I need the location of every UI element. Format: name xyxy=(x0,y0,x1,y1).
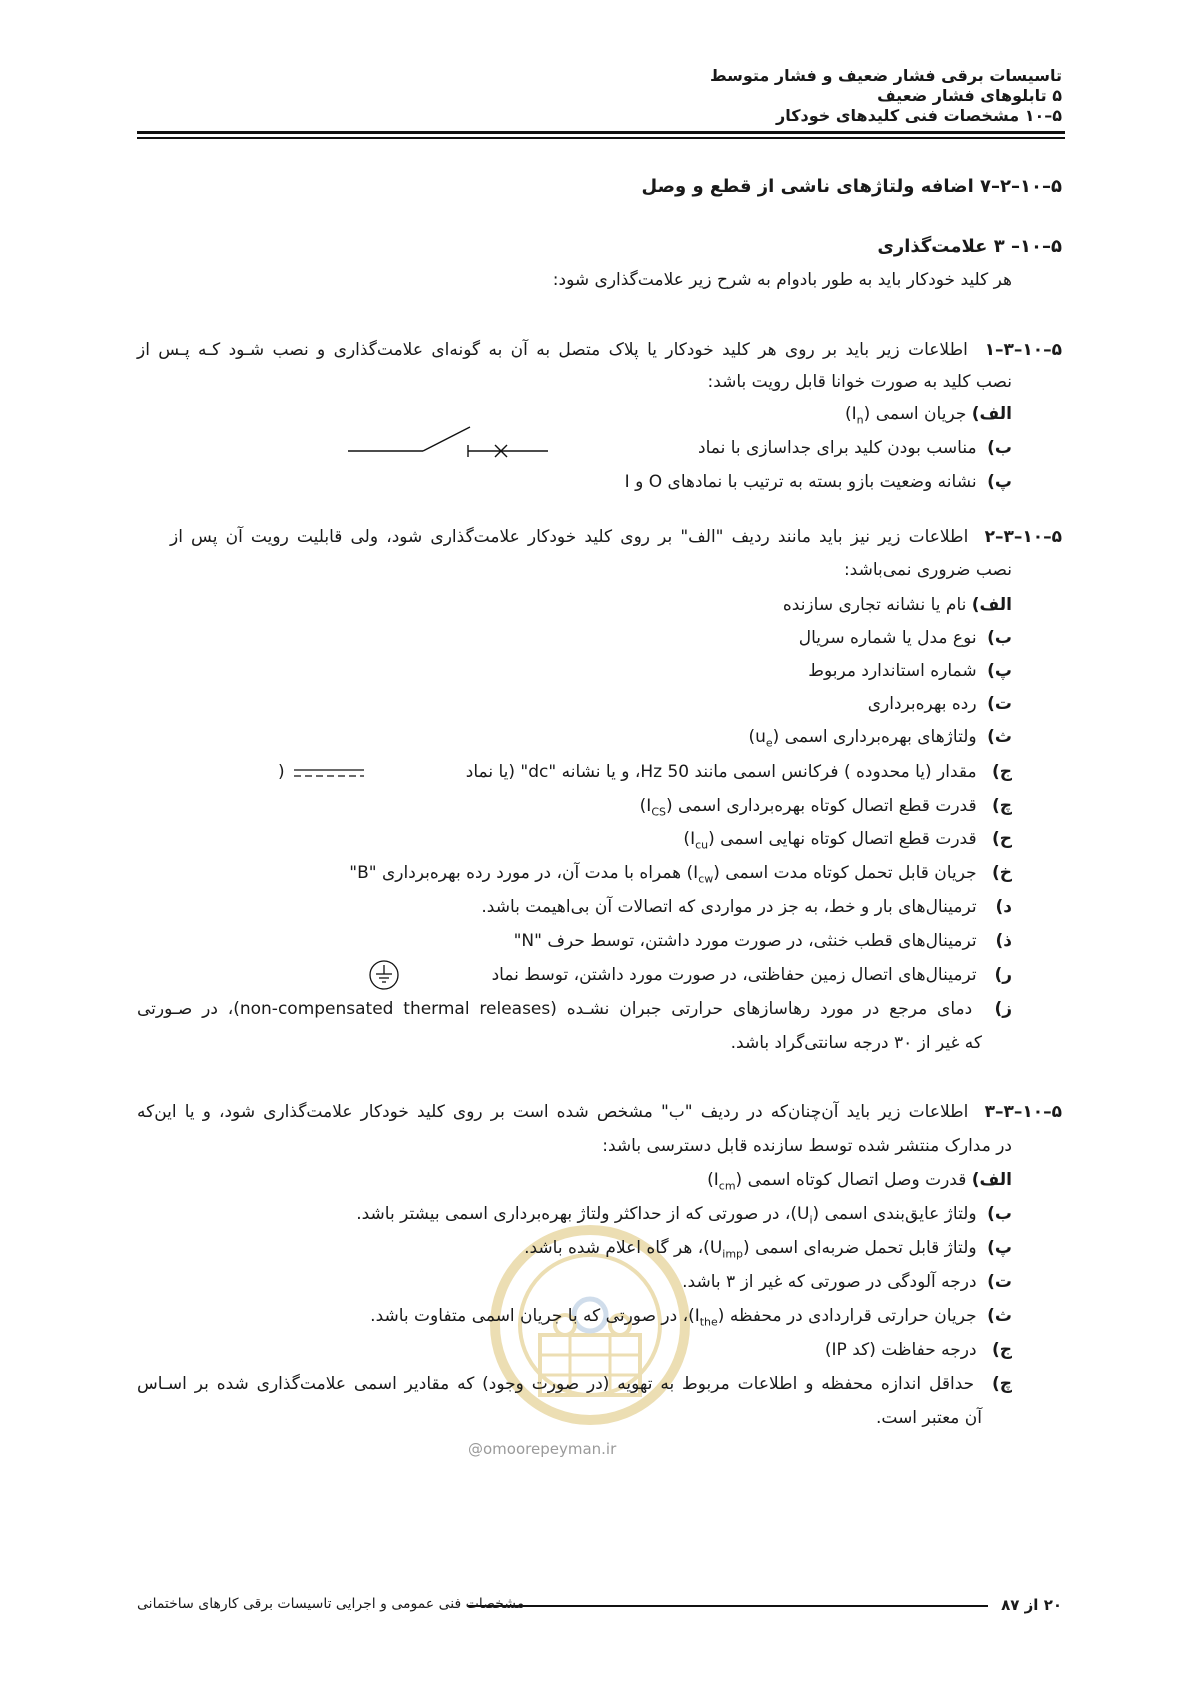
footer-page-number: ۲۰ از ۸۷ xyxy=(1001,1596,1062,1614)
s2-item-alef xyxy=(783,595,1012,615)
s1-text: اطلاعات زیر باید بر روی هر کلید خودکار یا پلاک متصل به آن به گونه‌ای علامت‌گذاری و نصب شـود کـه پـس از xyxy=(137,340,968,360)
s3-item-te xyxy=(682,1272,1012,1292)
item-label: ب) xyxy=(987,628,1012,648)
item-tail: ) xyxy=(639,796,647,816)
item-text: نوع مدل یا شماره سریال xyxy=(798,628,977,648)
item-label: ح) xyxy=(991,829,1012,849)
s2-item-dal xyxy=(481,897,1012,917)
item-text: شماره استاندارد مربوط xyxy=(808,661,977,681)
item-text: ولتاژ عایق‌بندی اسمی (U xyxy=(797,1204,977,1224)
s2-item-he xyxy=(683,829,1012,851)
item-text: قدرت وصل اتصال کوتاه اسمی (I xyxy=(713,1170,967,1190)
item-label: پ) xyxy=(987,661,1012,681)
dc-symbol-paren: ) xyxy=(278,762,285,782)
item-sub: cw xyxy=(698,872,714,886)
item-label: الف) xyxy=(971,1170,1012,1190)
s3-item-che xyxy=(137,1374,1012,1394)
s3-item-alef xyxy=(707,1170,1012,1192)
s3-item-se xyxy=(370,1306,1012,1328)
s2-item-ze-cont: که غیر از ۳۰ درجه سانتی‌گراد باشد. xyxy=(730,1033,982,1053)
dc-symbol-icon xyxy=(292,764,372,782)
s3-para-line1 xyxy=(137,1102,1062,1122)
watermark-site: @omoorepeyman.ir xyxy=(468,1440,617,1458)
item-label: ر) xyxy=(994,965,1012,985)
item-label: چ) xyxy=(991,796,1012,816)
s2-text: اطلاعات زیر نیز باید مانند ردیف "الف" بر روی کلید خودکار علامت‌گذاری شود، ولی قابلیت رویت آن پس از xyxy=(170,527,969,547)
s1-item-b xyxy=(698,438,1012,458)
s2-item-khe xyxy=(349,863,1012,885)
item-label: ث) xyxy=(987,727,1012,747)
intro-paragraph: هر کلید خودکار باید به طور بادوام به شرح زیر علامت‌گذاری شود: xyxy=(552,270,1012,290)
item-text: ترمینال‌های بار و خط، به جز در مواردی که اتصالات آن بی‌اهیمت باشد. xyxy=(481,897,977,917)
item-label: چ) xyxy=(991,1374,1013,1394)
isolation-switch-symbol-icon xyxy=(348,424,548,458)
item-tail: )، در صورتی که با جریان اسمی متفاوت باشد. xyxy=(370,1306,695,1326)
heading-5-10-2-7: ۵–۱۰–۲–۷ اضافه ولتاژهای ناشی از قطع و وصل xyxy=(641,176,1062,197)
item-label: ز) xyxy=(994,999,1013,1019)
s2-item-zal xyxy=(514,931,1012,951)
item-label: ب) xyxy=(987,438,1012,458)
item-label: ج) xyxy=(991,1340,1012,1360)
item-label: ث) xyxy=(987,1306,1012,1326)
item-label: ت) xyxy=(987,694,1012,714)
s2-para-line2: نصب ضروری نمی‌باشد: xyxy=(843,560,1012,580)
item-text: درجه حفاظت (کد IP) xyxy=(824,1340,977,1360)
s3-text: اطلاعات زیر باید آن‌چنان‌که در ردیف "ب" مشخص شده است بر روی کلید خودکار علامت‌گذاری شود، و یا این‌که xyxy=(137,1102,969,1122)
item-sub: cm xyxy=(718,1179,736,1193)
item-label: الف) xyxy=(971,404,1012,424)
item-label: پ) xyxy=(987,1238,1012,1258)
item-sub: n xyxy=(856,413,864,427)
item-label: پ) xyxy=(987,472,1012,492)
item-text: قدرت قطع اتصال کوتاه بهره‌برداری اسمی (I xyxy=(646,796,977,816)
item-tail: )، هر گاه اعلام شده باشد. xyxy=(524,1238,710,1258)
item-label: خ) xyxy=(991,863,1012,883)
heading-5-10-3: ۵–۱۰– ۳ علامت‌گذاری xyxy=(877,236,1062,257)
s2-number: ۵–۱۰–۳–۲ xyxy=(984,527,1062,547)
footer-rule xyxy=(468,1605,988,1607)
footer-title: مشخصات فنی عمومی و اجرایی تاسیسات برقی کارهای ساختمانی xyxy=(137,1596,525,1612)
header-rule-thin xyxy=(137,137,1065,139)
item-tail: )، در صورتی که از حداکثر ولتاژ بهره‌برداری اسمی بیشتر باشد. xyxy=(356,1204,798,1224)
item-text: نام یا نشانه تجاری سازنده xyxy=(782,595,967,615)
item-text: مناسب بودن کلید برای جداسازی با نماد xyxy=(698,438,977,458)
item-label: د) xyxy=(995,897,1012,917)
s3-item-che-cont: آن معتبر است. xyxy=(875,1408,982,1428)
item-tail: ) xyxy=(748,727,756,747)
item-sub: imp xyxy=(722,1247,744,1261)
item-label: ت) xyxy=(987,1272,1012,1292)
item-tail: ) همراه با مدت آن، در مورد رده بهره‌برداری "B" xyxy=(349,863,694,883)
s2-item-re xyxy=(492,965,1012,985)
header-rule-thick xyxy=(137,131,1065,134)
s1-number: ۵–۱۰–۳–۱ xyxy=(984,340,1062,360)
item-tail: ) xyxy=(845,404,852,424)
s2-item-be xyxy=(799,628,1012,648)
s2-para-line1 xyxy=(170,527,1062,547)
item-text: درجه آلودگی در صورتی که غیر از ۳ باشد. xyxy=(682,1272,977,1292)
item-tail: ) xyxy=(707,1170,714,1190)
item-sub: e xyxy=(765,736,773,750)
s1-item-p xyxy=(625,472,1012,492)
item-label: ج) xyxy=(991,762,1012,782)
item-label: ذ) xyxy=(995,931,1012,951)
item-text: ولتاژ قابل تحمل ضربه‌ای اسمی (U xyxy=(709,1238,977,1258)
s1-para-line2: نصب کلید به صورت خوانا قابل رویت باشد: xyxy=(707,372,1012,392)
header-title: تاسیسات برقی فشار ضعیف و فشار متوسط xyxy=(709,66,1062,85)
item-label: ب) xyxy=(987,1204,1012,1224)
item-text: دمای مرجع در مورد رهاسازهای حرارتی جبران نشـده (non-compensated thermal releases)، در صـورتی xyxy=(137,999,973,1019)
s3-item-be xyxy=(356,1204,1012,1226)
item-text: نشانه وضعیت بازو بسته به ترتیب با نمادهای O و I xyxy=(624,472,977,492)
item-text: مقدار (یا محدوده ) فرکانس اسمی مانند 50 Hz، و یا نشانه "dc" (یا نماد xyxy=(465,762,977,782)
header-section: ۵–۱۰ مشخصات فنی کلیدهای خودکار xyxy=(775,106,1062,125)
item-text: حداقل اندازه محفظه و اطلاعات مربوط به تهویه (در صورت وجود) که مقادیر اسمی علامت‌گذاری شده بر اسـاس xyxy=(137,1374,975,1394)
item-text: ترمینال‌های قطب خنثی، در صورت مورد داشتن، توسط حرف "N" xyxy=(513,931,977,951)
item-text: قدرت قطع اتصال کوتاه نهایی اسمی (I xyxy=(690,829,977,849)
s3-item-pe xyxy=(524,1238,1012,1260)
item-tail: ) xyxy=(683,829,691,849)
item-text: جریان اسمی (I xyxy=(851,404,967,424)
s1-item-a xyxy=(845,404,1012,426)
item-sub: cu xyxy=(695,838,709,852)
s2-item-jim xyxy=(466,762,1012,782)
item-text: رده بهره‌برداری xyxy=(867,694,977,714)
item-sub: CS xyxy=(651,805,666,819)
item-sub: i xyxy=(809,1213,813,1227)
s2-item-pe xyxy=(808,661,1012,681)
item-text: ترمینال‌های اتصال زمین حفاظتی، در صورت مورد داشتن، توسط نماد xyxy=(491,965,977,985)
protective-earth-icon xyxy=(367,958,401,992)
s3-number: ۵–۱۰–۳–۳ xyxy=(984,1102,1062,1122)
s3-para-line2: در مدارک منتشر شده توسط سازنده قابل دسترسی باشد: xyxy=(602,1136,1012,1156)
s2-item-ze xyxy=(137,999,1012,1019)
s1-para-line1 xyxy=(137,340,1062,360)
item-text: ولتاژهای بهره‌برداری اسمی (u xyxy=(755,727,977,747)
item-sub: the xyxy=(699,1315,718,1329)
item-label: الف) xyxy=(971,595,1012,615)
s2-item-che xyxy=(640,796,1012,818)
header-chapter: ۵ تابلوهای فشار ضعیف xyxy=(877,86,1062,105)
item-text: جریان قابل تحمل کوتاه مدت اسمی (I xyxy=(693,863,977,883)
item-text: جریان حرارتی قراردادی در محفظه (I xyxy=(694,1306,977,1326)
s2-item-te xyxy=(868,694,1012,714)
s3-item-jim xyxy=(825,1340,1012,1360)
s2-item-se xyxy=(748,727,1012,749)
